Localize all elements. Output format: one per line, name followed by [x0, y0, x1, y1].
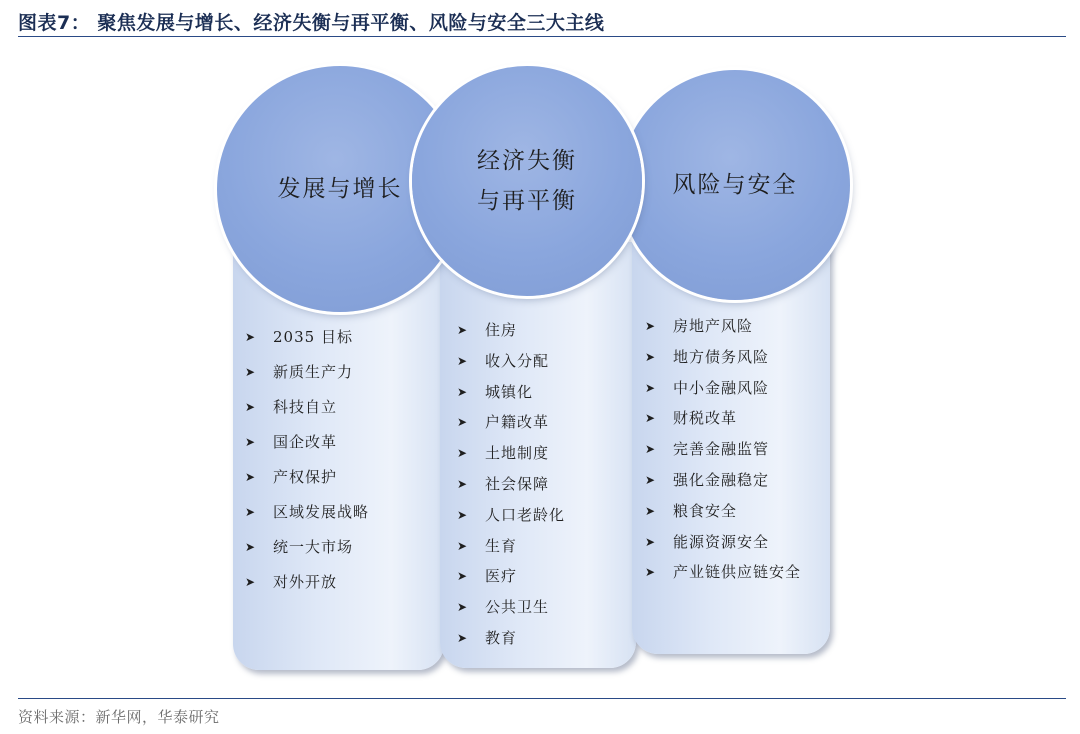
list-item	[245, 495, 369, 530]
arrow-right-icon: ➤	[457, 476, 469, 491]
arrow-right-icon: ➤	[457, 569, 469, 584]
arrow-right-icon: ➤	[457, 446, 469, 461]
arrow-right-icon: ➤	[245, 575, 257, 589]
list-item-label: 生育	[485, 536, 518, 555]
circle-imbalance-rebalance	[412, 66, 642, 296]
list-item-label: 统一大市场	[273, 538, 354, 556]
arrow-right-icon: ➤	[645, 534, 657, 549]
list-item	[645, 342, 801, 373]
list-item	[457, 592, 565, 623]
circle-title-line: 经济失衡	[477, 148, 577, 174]
arrow-right-icon: ➤	[645, 503, 657, 518]
list-item-label: 户籍改革	[485, 413, 550, 432]
list-item	[457, 469, 565, 500]
list-item-label: 新质生产力	[273, 363, 354, 381]
list-item-label: 医疗	[485, 567, 518, 586]
list-item-label: 国企改革	[273, 433, 338, 451]
list-item	[457, 377, 565, 408]
list-item-label: 中小金融风险	[673, 378, 770, 397]
arrow-right-icon: ➤	[645, 319, 657, 333]
arrow-right-icon: ➤	[457, 507, 469, 522]
arrow-right-icon: ➤	[245, 505, 257, 519]
circle-title-line: 风险与安全	[672, 172, 798, 198]
circle-risk-security	[620, 70, 850, 300]
list-item-label: 产业链供应链安全	[673, 563, 802, 582]
list-item	[457, 623, 565, 654]
list-item	[645, 373, 801, 404]
list-item-label: 人口老龄化	[485, 505, 566, 524]
list-item-label: 能源资源安全	[673, 532, 770, 551]
arrow-right-icon: ➤	[457, 600, 469, 615]
figure-title: 图表7： 聚焦发展与增长、经济失衡与再平衡、风险与安全三大主线	[18, 12, 605, 34]
list-item	[645, 557, 801, 588]
list-item-label: 教育	[485, 628, 518, 647]
arrow-right-icon: ➤	[645, 411, 657, 426]
arrow-right-icon: ➤	[645, 349, 657, 364]
circle-title	[477, 141, 577, 221]
arrow-right-icon: ➤	[245, 540, 257, 554]
source-note: 资料来源：新华网，华泰研究	[18, 708, 220, 726]
arrow-right-icon: ➤	[245, 400, 257, 414]
list-development-growth	[245, 320, 369, 600]
list-item	[245, 425, 369, 460]
list-item	[245, 390, 369, 425]
list-risk-security	[645, 311, 801, 588]
arrow-right-icon: ➤	[245, 435, 257, 449]
arrow-right-icon: ➤	[457, 384, 469, 399]
list-item	[457, 500, 565, 531]
list-item-label: 科技自立	[273, 398, 338, 416]
circle-title-line: 发展与增长	[277, 176, 403, 202]
list-item	[245, 320, 369, 355]
list-item-label: 城镇化	[485, 382, 534, 401]
list-item	[645, 403, 801, 434]
arrow-right-icon: ➤	[245, 365, 257, 379]
list-item-label: 社会保障	[485, 474, 550, 493]
list-item-label: 土地制度	[485, 444, 550, 463]
arrow-right-icon: ➤	[645, 380, 657, 395]
arrow-right-icon: ➤	[645, 442, 657, 457]
list-item-label: 财税改革	[673, 409, 738, 428]
list-item	[457, 438, 565, 469]
list-item	[645, 496, 801, 527]
list-item-label: 对外开放	[273, 573, 338, 591]
footer-divider	[18, 698, 1066, 699]
circle-title-line: 与再平衡	[477, 188, 577, 214]
circle-title	[278, 169, 403, 209]
arrow-right-icon: ➤	[457, 323, 469, 337]
list-item	[457, 561, 565, 592]
arrow-right-icon: ➤	[645, 565, 657, 580]
arrow-right-icon: ➤	[245, 470, 257, 484]
list-item-label: 产权保护	[273, 468, 338, 486]
list-item-label: 强化金融稳定	[673, 470, 770, 489]
circle-title	[673, 165, 798, 205]
list-item	[645, 434, 801, 465]
list-item-label: 住房	[485, 321, 518, 339]
list-item	[457, 315, 565, 346]
list-item	[245, 355, 369, 390]
arrow-right-icon: ➤	[457, 415, 469, 430]
list-item-label: 完善金融监管	[673, 440, 770, 459]
list-item-label: 2035 目标	[273, 328, 353, 346]
list-item	[245, 460, 369, 495]
list-item-label: 地方债务风险	[673, 347, 770, 366]
list-item	[457, 407, 565, 438]
list-item	[645, 465, 801, 496]
list-item	[645, 527, 801, 558]
list-item	[645, 311, 801, 342]
list-item	[457, 531, 565, 562]
list-item	[457, 346, 565, 377]
list-item	[245, 530, 369, 565]
arrow-right-icon: ➤	[457, 630, 469, 645]
list-item-label: 公共卫生	[485, 598, 550, 617]
list-item-label: 收入分配	[485, 351, 550, 370]
arrow-right-icon: ➤	[645, 472, 657, 487]
list-imbalance-rebalance	[457, 315, 565, 654]
arrow-right-icon: ➤	[457, 538, 469, 553]
list-item-label: 粮食安全	[673, 501, 738, 520]
list-item-label: 房地产风险	[673, 317, 754, 335]
list-item	[245, 565, 369, 600]
list-item-label: 区域发展战略	[273, 503, 370, 521]
arrow-right-icon: ➤	[457, 353, 469, 368]
arrow-right-icon: ➤	[245, 330, 257, 344]
